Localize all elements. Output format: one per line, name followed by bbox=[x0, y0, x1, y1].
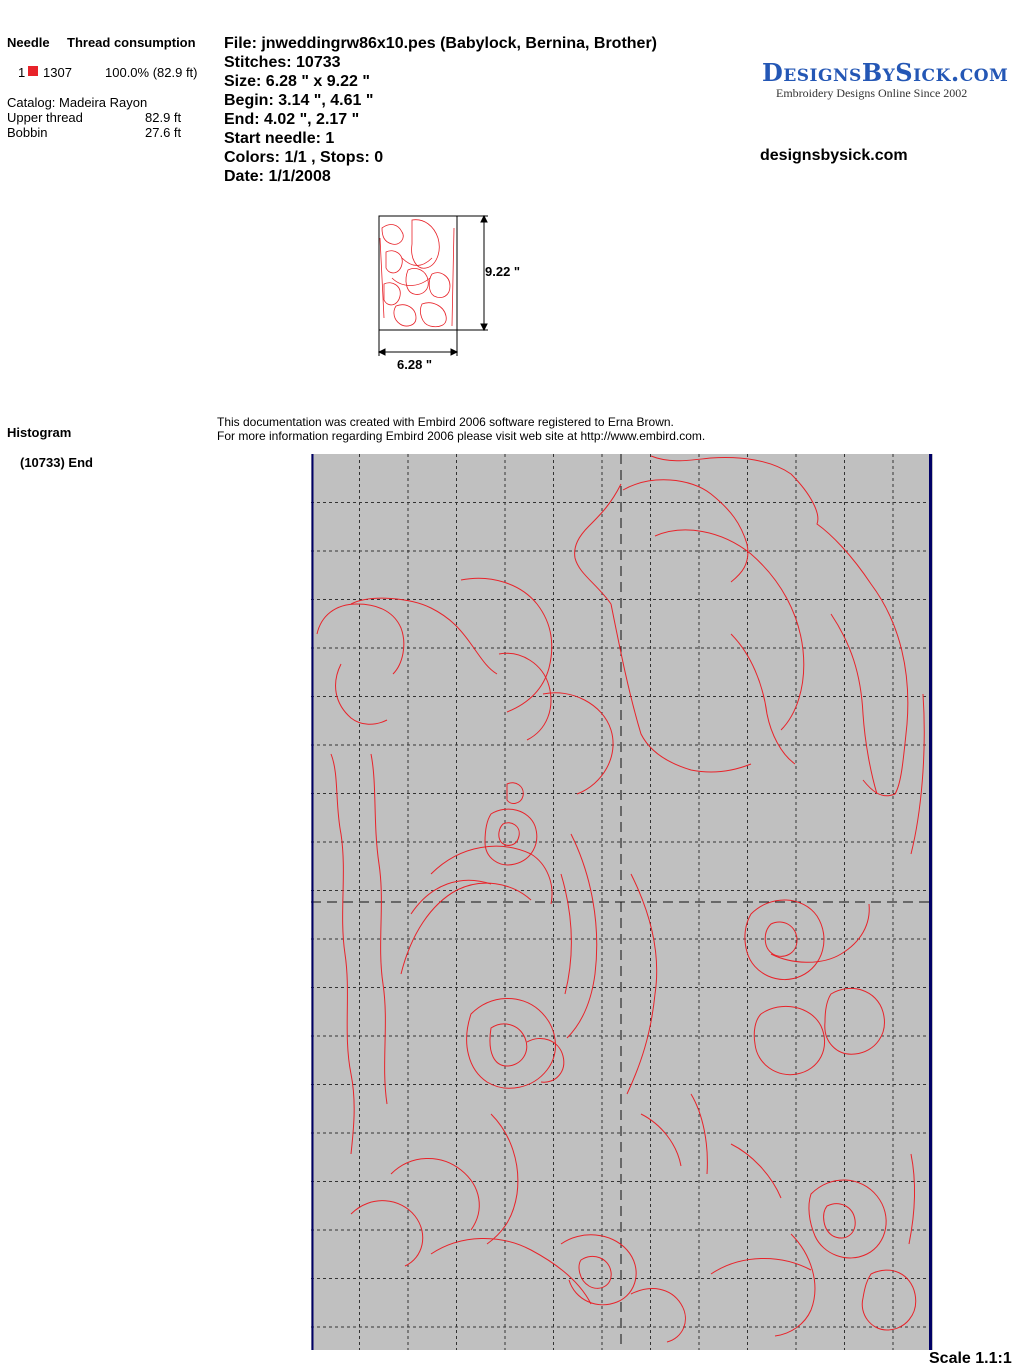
start-needle: Start needle: 1 bbox=[224, 130, 335, 147]
upper-thread-value: 82.9 ft bbox=[145, 110, 182, 125]
design-preview-thumbnail bbox=[372, 208, 532, 378]
thread-usage: 100.0% (82.9 ft) bbox=[105, 65, 198, 80]
designsbysick-logo bbox=[760, 58, 1009, 106]
thread-color-code: 1307 bbox=[43, 65, 72, 80]
embroidery-design-canvas bbox=[311, 454, 933, 1350]
stitch-count: Stitches: 10733 bbox=[224, 54, 341, 71]
histogram-entry: (10733) End bbox=[20, 455, 93, 470]
needle-column-header: Needle bbox=[7, 35, 50, 50]
begin-position: Begin: 3.14 ", 4.61 " bbox=[224, 92, 374, 109]
colors-stops: Colors: 1/1 , Stops: 0 bbox=[224, 149, 384, 166]
scale-label: Scale 1.1:1 bbox=[929, 1350, 1012, 1367]
thread-catalog: Catalog: Madeira Rayon bbox=[7, 95, 148, 110]
thread-consumption-header: Thread consumption bbox=[67, 35, 196, 50]
preview-width-label: 6.28 " bbox=[397, 357, 433, 372]
bobbin-label: Bobbin bbox=[7, 125, 48, 140]
file-name: File: jnweddingrw86x10.pes (Babylock, Bernina, Brother) bbox=[224, 35, 657, 52]
needle-number: 1 bbox=[18, 65, 26, 80]
canvas-right-border bbox=[929, 454, 932, 1350]
software-notice-line2: For more information regarding Embird 2006 please visit web site at http://www.embird.com. bbox=[217, 429, 706, 443]
software-notice-line1: This documentation was created with Embird 2006 software registered to Erna Brown. bbox=[217, 415, 674, 429]
design-size: Size: 6.28 " x 9.22 " bbox=[224, 73, 370, 90]
canvas-left-border bbox=[312, 454, 314, 1350]
preview-height-label: 9.22 " bbox=[485, 264, 521, 279]
site-url: designsbysick.com bbox=[760, 147, 908, 164]
file-date: Date: 1/1/2008 bbox=[224, 168, 331, 185]
logo-wordmark: DesignsBySick.com bbox=[762, 58, 1009, 87]
bobbin-value: 27.6 ft bbox=[145, 125, 182, 140]
histogram-title: Histogram bbox=[7, 425, 72, 440]
thread-color-swatch bbox=[28, 66, 38, 76]
upper-thread-label: Upper thread bbox=[7, 110, 83, 125]
logo-tagline: Embroidery Designs Online Since 2002 bbox=[776, 86, 968, 100]
end-position: End: 4.02 ", 2.17 " bbox=[224, 111, 360, 128]
